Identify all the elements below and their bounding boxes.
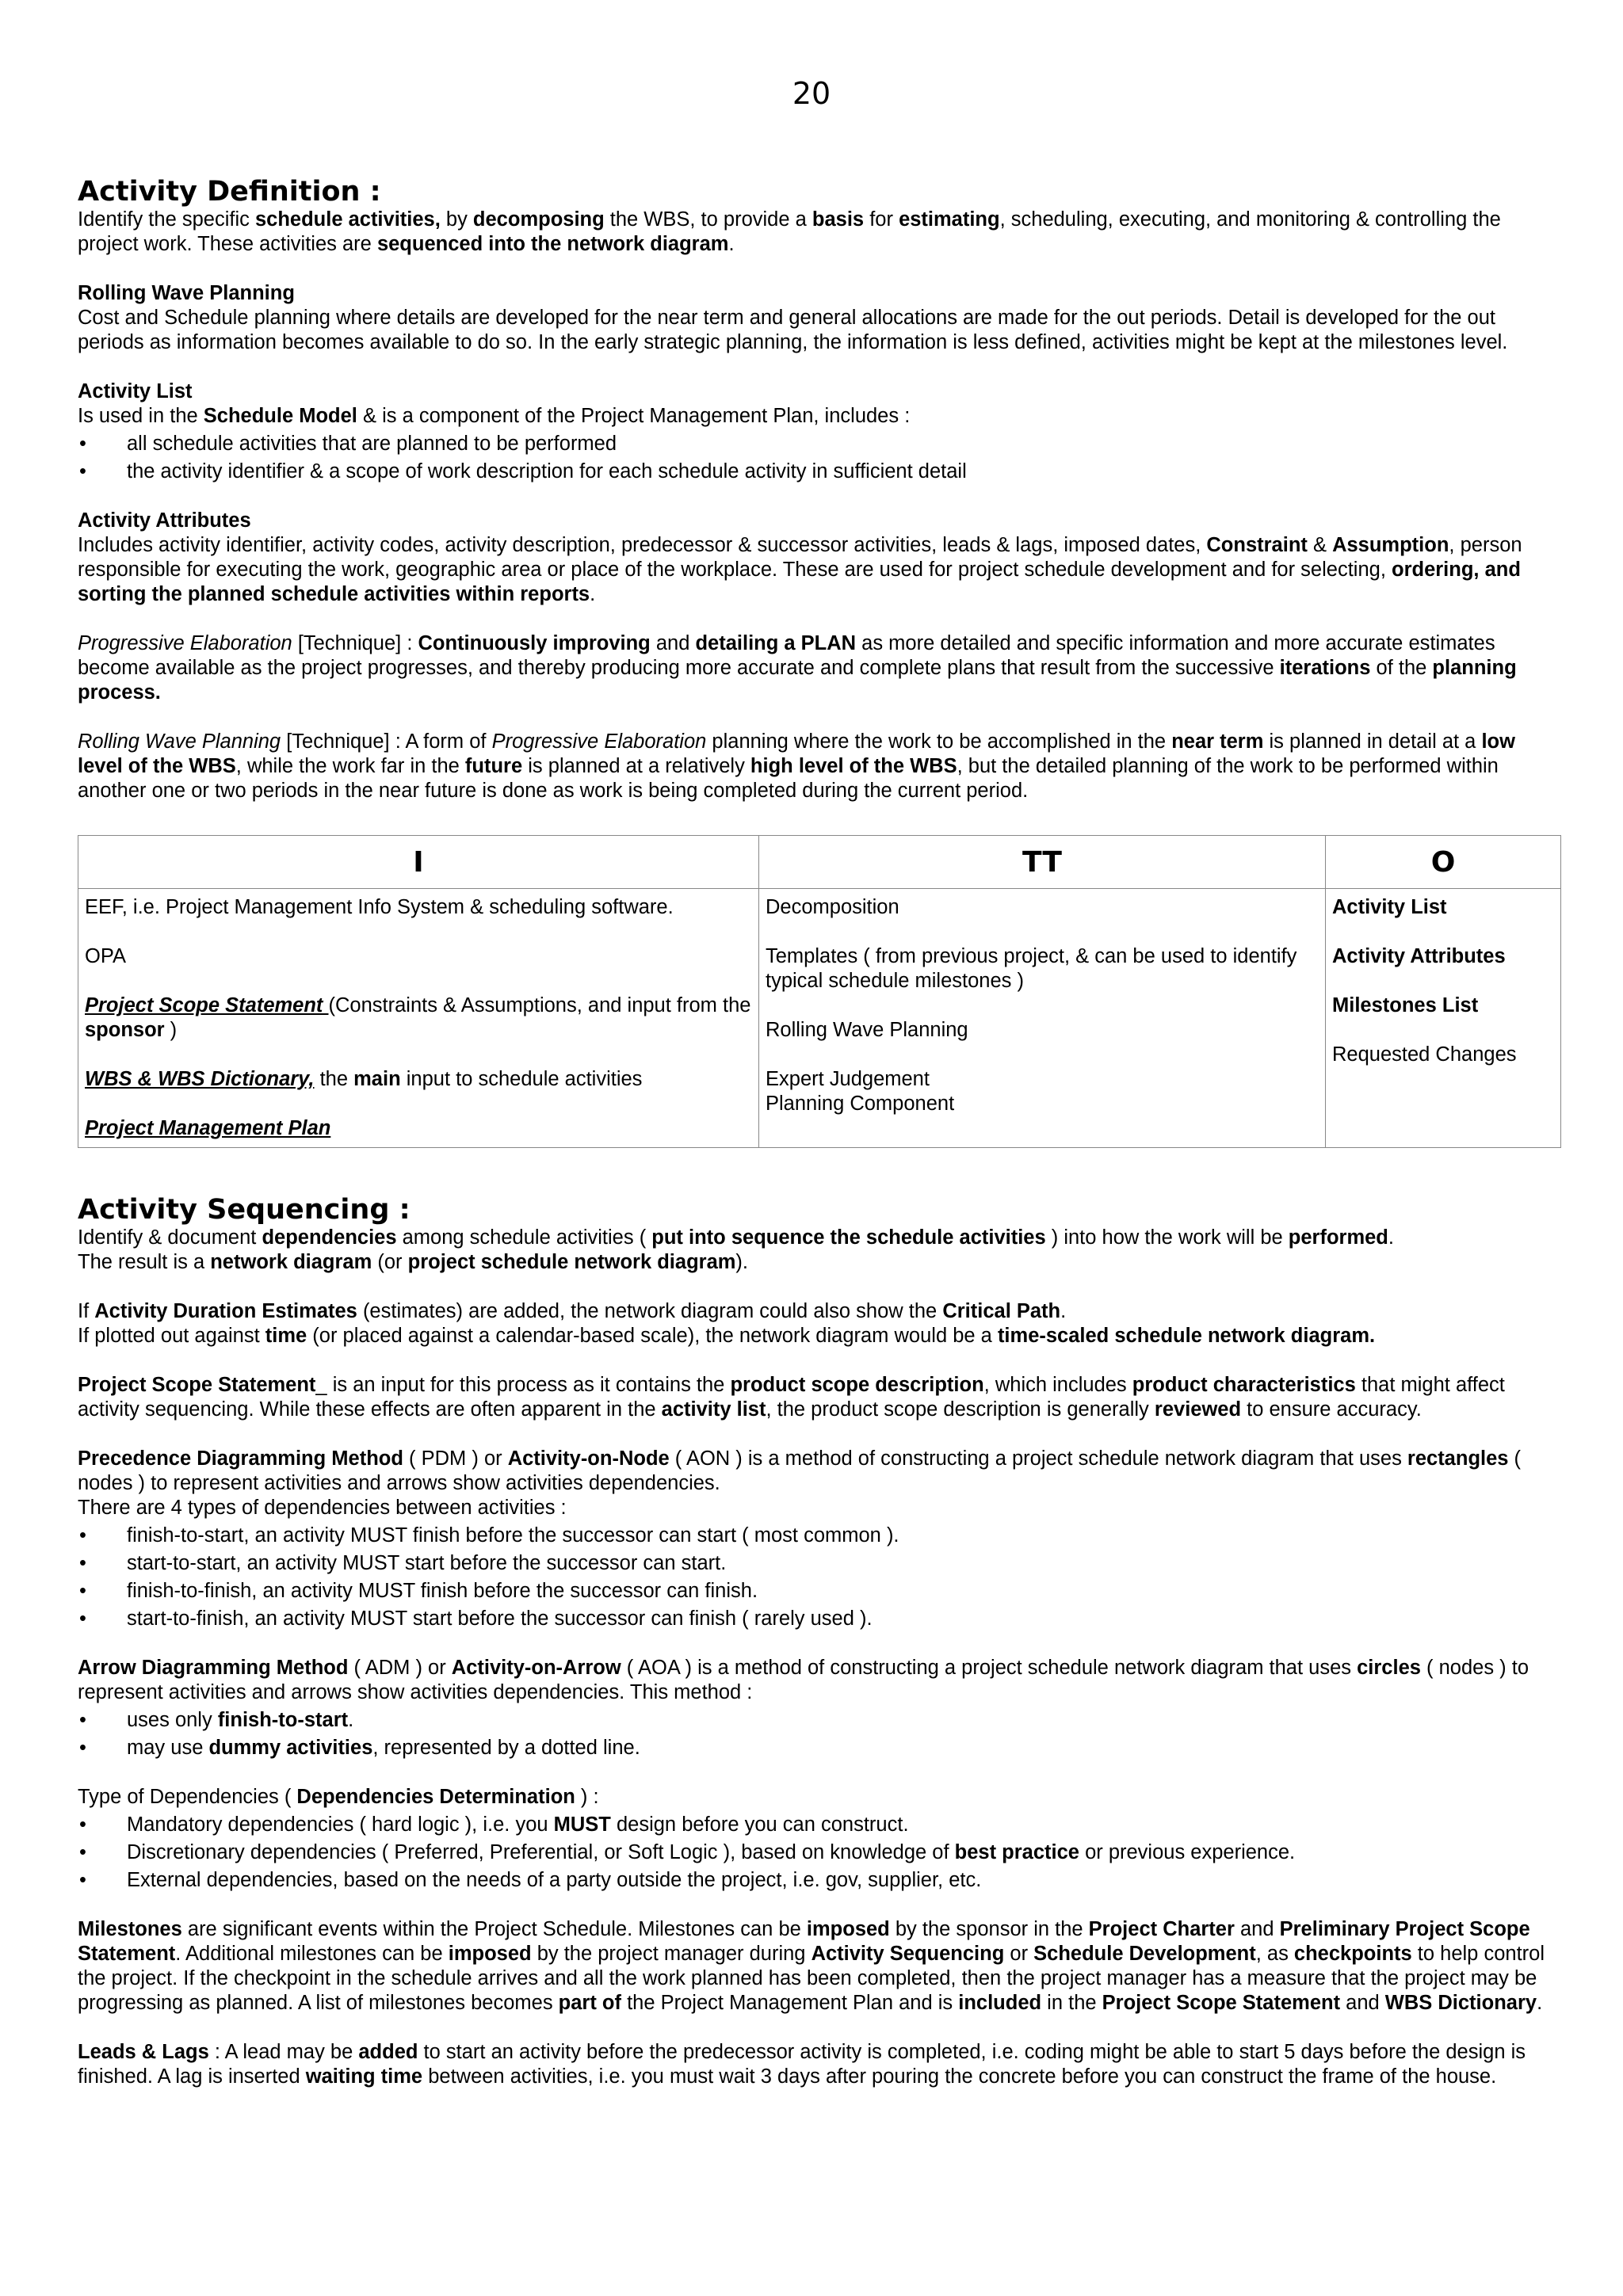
- leads-lags-text: Leads & Lags : A lead may be added to start an activity before the predecessor activity is completed, i.e. coding might be able to start 5 days before the design is finished. A lag is inserted waiting time between activities, i.e. you must wait 3 days after pouring the concrete before you can construct the frame of the house.: [78, 2041, 1526, 2088]
- dependencies-text: Type of Dependencies ( Dependencies Determination ) :: [78, 1786, 599, 1808]
- page-content: [78, 176, 1561, 2089]
- activity-list-bullets: [78, 432, 1561, 484]
- scope-statement-text: Project Scope Statement_ is an input for this process as it contains the product scope description, which includes product characteristics that might affect activity sequencing. While these effects are often apparent in the activity list, the product scope description is generally reviewed to ensure accuracy.: [78, 1374, 1505, 1421]
- tool-item: Templates ( from previous project, & can be used to identify typical schedule milestones ): [766, 945, 1297, 992]
- duration-estimates-text: If Activity Duration Estimates (estimates) are added, the network diagram could also show the Critical Path. If plotted out against time (or placed against a calendar-based scale), the network diagram would be a time-scaled schedule network diagram.: [78, 1300, 1376, 1347]
- tools-cell: [759, 889, 1326, 1148]
- list-item: • may use dummy activities, represented by a dotted line.: [78, 1736, 1561, 1760]
- milestones-text: Milestones are significant events within the Project Schedule. Milestones can be imposed by the sponsor in the Project Charter and Preliminary Project Scope Statement. Additional milestones can be imposed by the project manager during Activity Sequencing or Schedule Development, as checkpoints to help control the project. If the checkpoint in the schedule arrives and all the work planned has been completed, then the project manager has a measure that the project may be progressing as planned. A list of milestones becomes part of the Project Management Plan and is included in the Project Scope Statement and WBS Dictionary.: [78, 1918, 1545, 2014]
- list-item: • start-to-start, an activity MUST start before the successor can start.: [78, 1551, 1561, 1576]
- table-header-tools: TT: [759, 836, 1326, 889]
- tool-item: Expert Judgement Planning Component: [766, 1068, 955, 1115]
- list-item: • Discretionary dependencies ( Preferred, Preferential, or Soft Logic ), based on knowledge of best practice or previous experience.: [78, 1840, 1561, 1865]
- list-item: • finish-to-finish, an activity MUST finish before the successor can finish.: [78, 1579, 1561, 1604]
- rolling-wave-technique-text: Rolling Wave Planning [Technique] : A form of Progressive Elaboration planning where the work to be accomplished in the near term is planned in detail at a low level of the WBS, while the work far in the future is planned at a relatively high level of the WBS, but the detailed planning of the work to be performed within another one or two periods in the near future is done as work is being completed during the current period.: [78, 730, 1515, 802]
- tool-item: Decomposition: [766, 896, 899, 918]
- rolling-wave-text: Cost and Schedule planning where details are developed for the near term and general allocations are made for the out periods. Detail is developed for the out periods as information becomes available to do so. In the early strategic planning, the information is less defined, activities might be kept at the milestones level.: [78, 307, 1508, 353]
- activity-attributes-heading: Activity Attributes: [78, 509, 251, 532]
- input-item: WBS & WBS Dictionary, the main input to schedule activities: [85, 1068, 643, 1090]
- input-item: OPA: [85, 945, 126, 967]
- output-item: Requested Changes: [1332, 1043, 1517, 1066]
- rolling-wave-heading: Rolling Wave Planning: [78, 282, 295, 304]
- table-header-row: [78, 836, 1561, 889]
- activity-sequencing-intro: Identify & document dependencies among schedule activities ( put into sequence the schedule activities ) into how the work will be performed. The result is a network diagram (or project schedule network diagram).: [78, 1226, 1394, 1273]
- output-item: Activity Attributes: [1332, 945, 1506, 967]
- list-item: • all schedule activities that are planned to be performed: [78, 432, 1561, 456]
- section-title-activity-definition: Activity Definition :: [78, 176, 381, 208]
- input-item: Project Scope Statement (Constraints & Assumptions, and input from the sponsor ): [85, 994, 751, 1041]
- table-header-outputs: O: [1326, 836, 1561, 889]
- activity-list-heading: Activity List: [78, 380, 193, 402]
- table-header-inputs: I: [78, 836, 759, 889]
- page-number: 20: [792, 76, 831, 111]
- progressive-elaboration-text: Progressive Elaboration [Technique] : Continuously improving and detailing a PLAN as more detailed and specific information and more accurate estimates become available as the project progresses, and thereby producing more accurate and complete plans that result from the successive iterations of the planning process.: [78, 632, 1517, 704]
- output-item: Milestones List: [1332, 994, 1479, 1016]
- list-item: • External dependencies, based on the needs of a party outside the project, i.e. gov, supplier, etc.: [78, 1868, 1561, 1893]
- list-item: • finish-to-start, an activity MUST finish before the successor can start ( most common ).: [78, 1524, 1561, 1548]
- itto-table: [78, 835, 1561, 1148]
- input-item: EEF, i.e. Project Management Info System & scheduling software.: [85, 896, 674, 918]
- section-title-activity-sequencing: Activity Sequencing :: [78, 1194, 411, 1226]
- activity-attributes-text: Includes activity identifier, activity codes, activity description, predecessor & successor activities, leads & lags, imposed dates, Constraint & Assumption, person responsible for executing the work, geographic area or place of the workplace. These are used for project schedule development and for selecting, ordering, and sorting the planned schedule activities within reports.: [78, 534, 1522, 605]
- adm-bullets: [78, 1708, 1561, 1760]
- adm-text: Arrow Diagramming Method ( ADM ) or Activity-on-Arrow ( AOA ) is a method of constructing a project schedule network diagram that uses circles ( nodes ) to represent activities and arrows show activities dependencies. This method :: [78, 1657, 1529, 1703]
- table-row: [78, 889, 1561, 1148]
- list-item: • uses only finish-to-start.: [78, 1708, 1561, 1733]
- input-item: Project Management Plan: [85, 1117, 331, 1139]
- output-item: Activity List: [1332, 896, 1447, 918]
- list-item: • the activity identifier & a scope of work description for each schedule activity in sufficient detail: [78, 460, 1561, 484]
- dependencies-bullets: [78, 1813, 1561, 1893]
- pdm-bullets: [78, 1524, 1561, 1631]
- inputs-cell: [78, 889, 759, 1148]
- tool-item: Rolling Wave Planning: [766, 1019, 968, 1041]
- pdm-text: Precedence Diagramming Method ( PDM ) or Activity-on-Node ( AON ) is a method of constructing a project schedule network diagram that uses rectangles ( nodes ) to represent activities and arrows show activities dependencies. There are 4 types of dependencies between activities :: [78, 1447, 1522, 1519]
- list-item: • start-to-finish, an activity MUST start before the successor can finish ( rarely used ).: [78, 1607, 1561, 1631]
- activity-definition-intro: Identify the specific schedule activities, by decomposing the WBS, to provide a basis for estimating, scheduling, executing, and monitoring & controlling the project work. These activities are sequenced into the network diagram.: [78, 208, 1501, 255]
- list-item: • Mandatory dependencies ( hard logic ), i.e. you MUST design before you can construct.: [78, 1813, 1561, 1837]
- activity-list-intro: Is used in the Schedule Model & is a component of the Project Management Plan, includes :: [78, 405, 911, 427]
- outputs-cell: [1326, 889, 1561, 1148]
